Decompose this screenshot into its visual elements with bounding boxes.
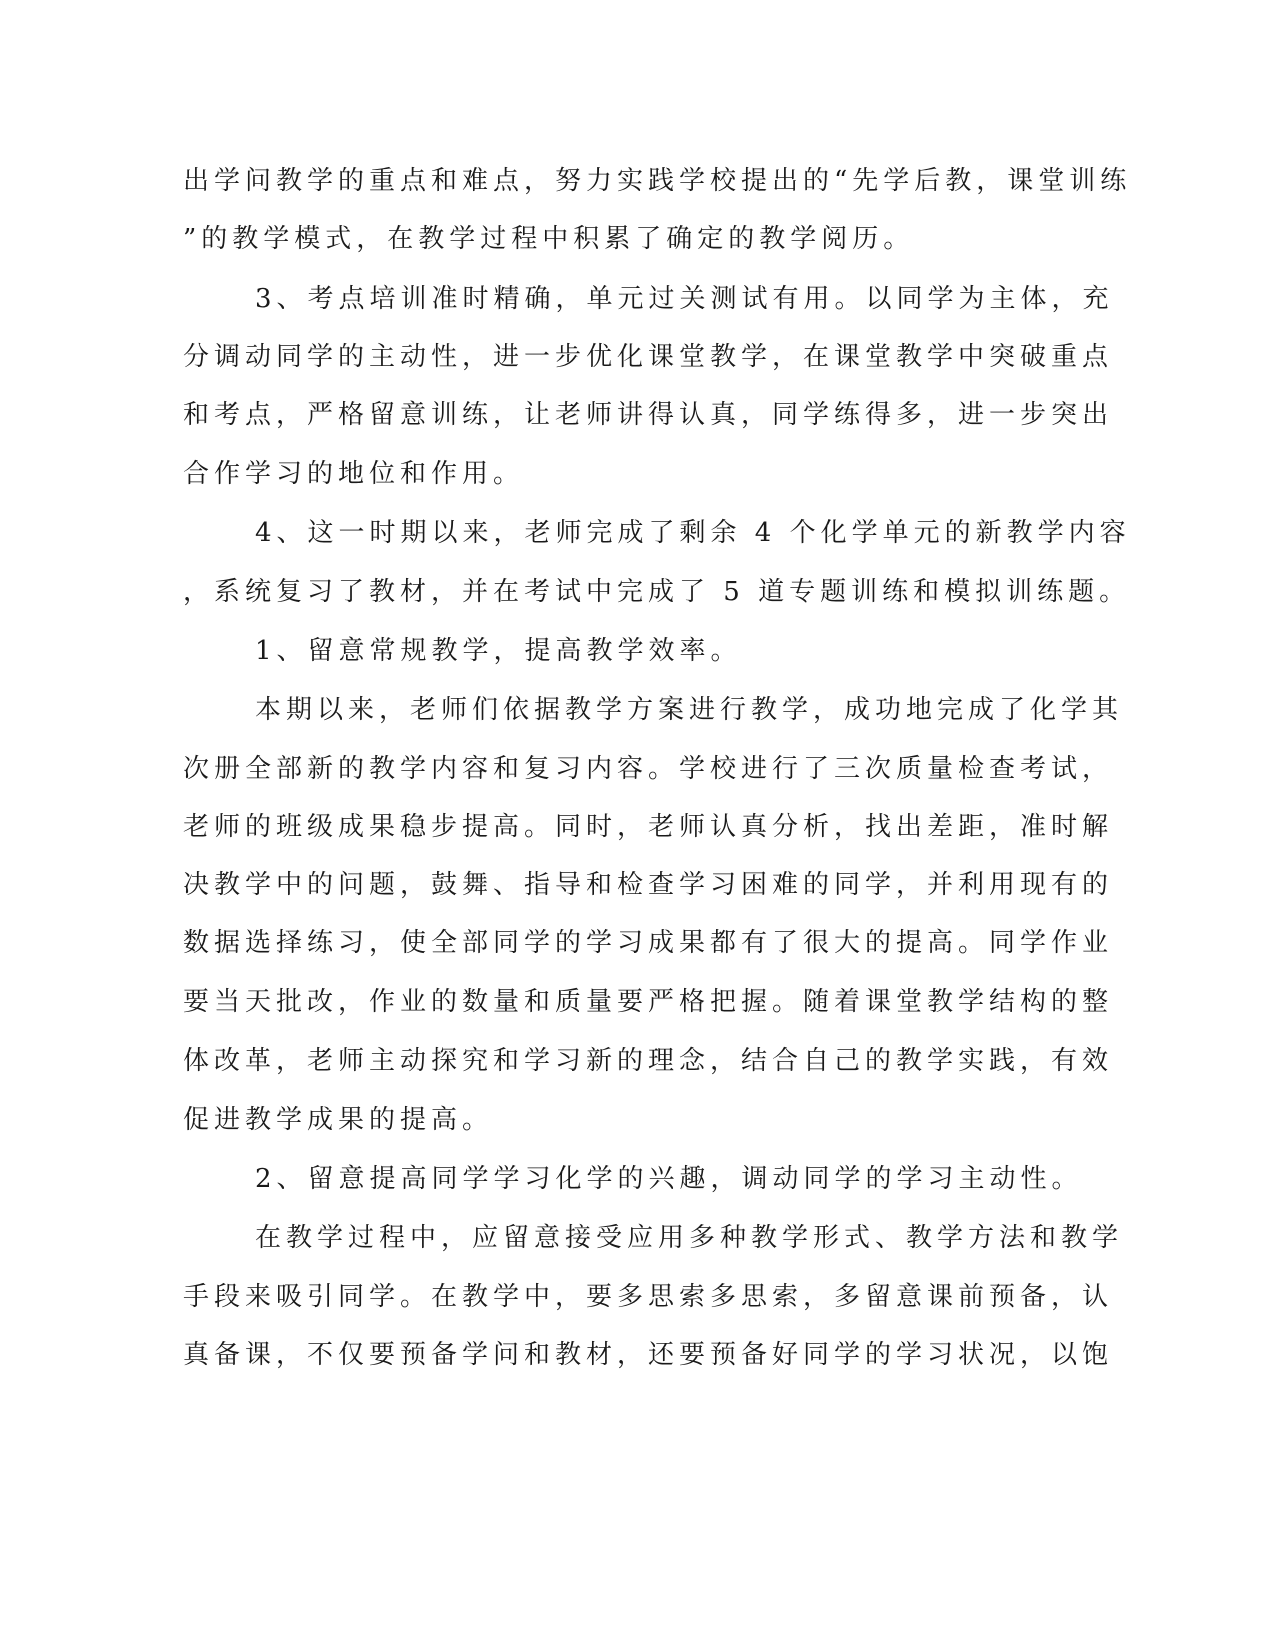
paragraph-3-start: 3、考点培训准时精确，单元过关测试有用。以同学为主体，充 — [255, 284, 1114, 314]
text-line-6: 合作学习的地位和作用。 — [183, 459, 525, 489]
text-line-11: 次册全部新的教学内容和复习内容。学校进行了三次质量检查考试， — [183, 754, 1114, 784]
text-line-5: 和考点，严格留意训练，让老师讲得认真，同学练得多，进一步突出 — [183, 400, 1114, 430]
text-line-17: 促进教学成果的提高。 — [183, 1105, 494, 1135]
text-line-2: ”的教学模式，在教学过程中积累了确定的教学阅历。 — [183, 224, 915, 254]
text-line-8: ，系统复习了教材，并在考试中完成了 5 道专题训练和模拟训练题。 — [183, 577, 1131, 607]
paragraph-4-start: 4、这一时期以来，老师完成了剩余 4 个化学单元的新教学内容 — [255, 518, 1131, 548]
text-line-16: 体改革，老师主动探究和学习新的理念，结合自己的教学实践，有效 — [183, 1046, 1114, 1076]
heading-2: 2、留意提高同学学习化学的兴趣，调动同学的学习主动性。 — [255, 1164, 1083, 1194]
paragraph-body-1-start: 本期以来，老师们依据教学方案进行教学，成功地完成了化学其 — [255, 695, 1124, 725]
text-line-13: 决教学中的问题，鼓舞、指导和检查学习困难的同学，并利用现有的 — [183, 870, 1114, 900]
text-line-12: 老师的班级成果稳步提高。同时，老师认真分析，找出差距，准时解 — [183, 812, 1114, 842]
text-line-15: 要当天批改，作业的数量和质量要严格把握。随着课堂教学结构的整 — [183, 987, 1114, 1017]
text-line-21: 真备课，不仅要预备学问和教材，还要预备好同学的学习状况，以饱 — [183, 1340, 1114, 1370]
text-line-14: 数据选择练习，使全部同学的学习成果都有了很大的提高。同学作业 — [183, 928, 1114, 958]
heading-1: 1、留意常规教学，提高教学效率。 — [255, 636, 742, 666]
paragraph-body-2-start: 在教学过程中，应留意接受应用多种教学形式、教学方法和教学 — [255, 1223, 1124, 1253]
text-line-20: 手段来吸引同学。在教学中，要多思索多思索，多留意课前预备，认 — [183, 1282, 1114, 1312]
text-line-4: 分调动同学的主动性，进一步优化课堂教学，在课堂教学中突破重点 — [183, 342, 1114, 372]
text-line-1: 出学问教学的重点和难点，努力实践学校提出的“先学后教，课堂训练 — [183, 166, 1132, 196]
